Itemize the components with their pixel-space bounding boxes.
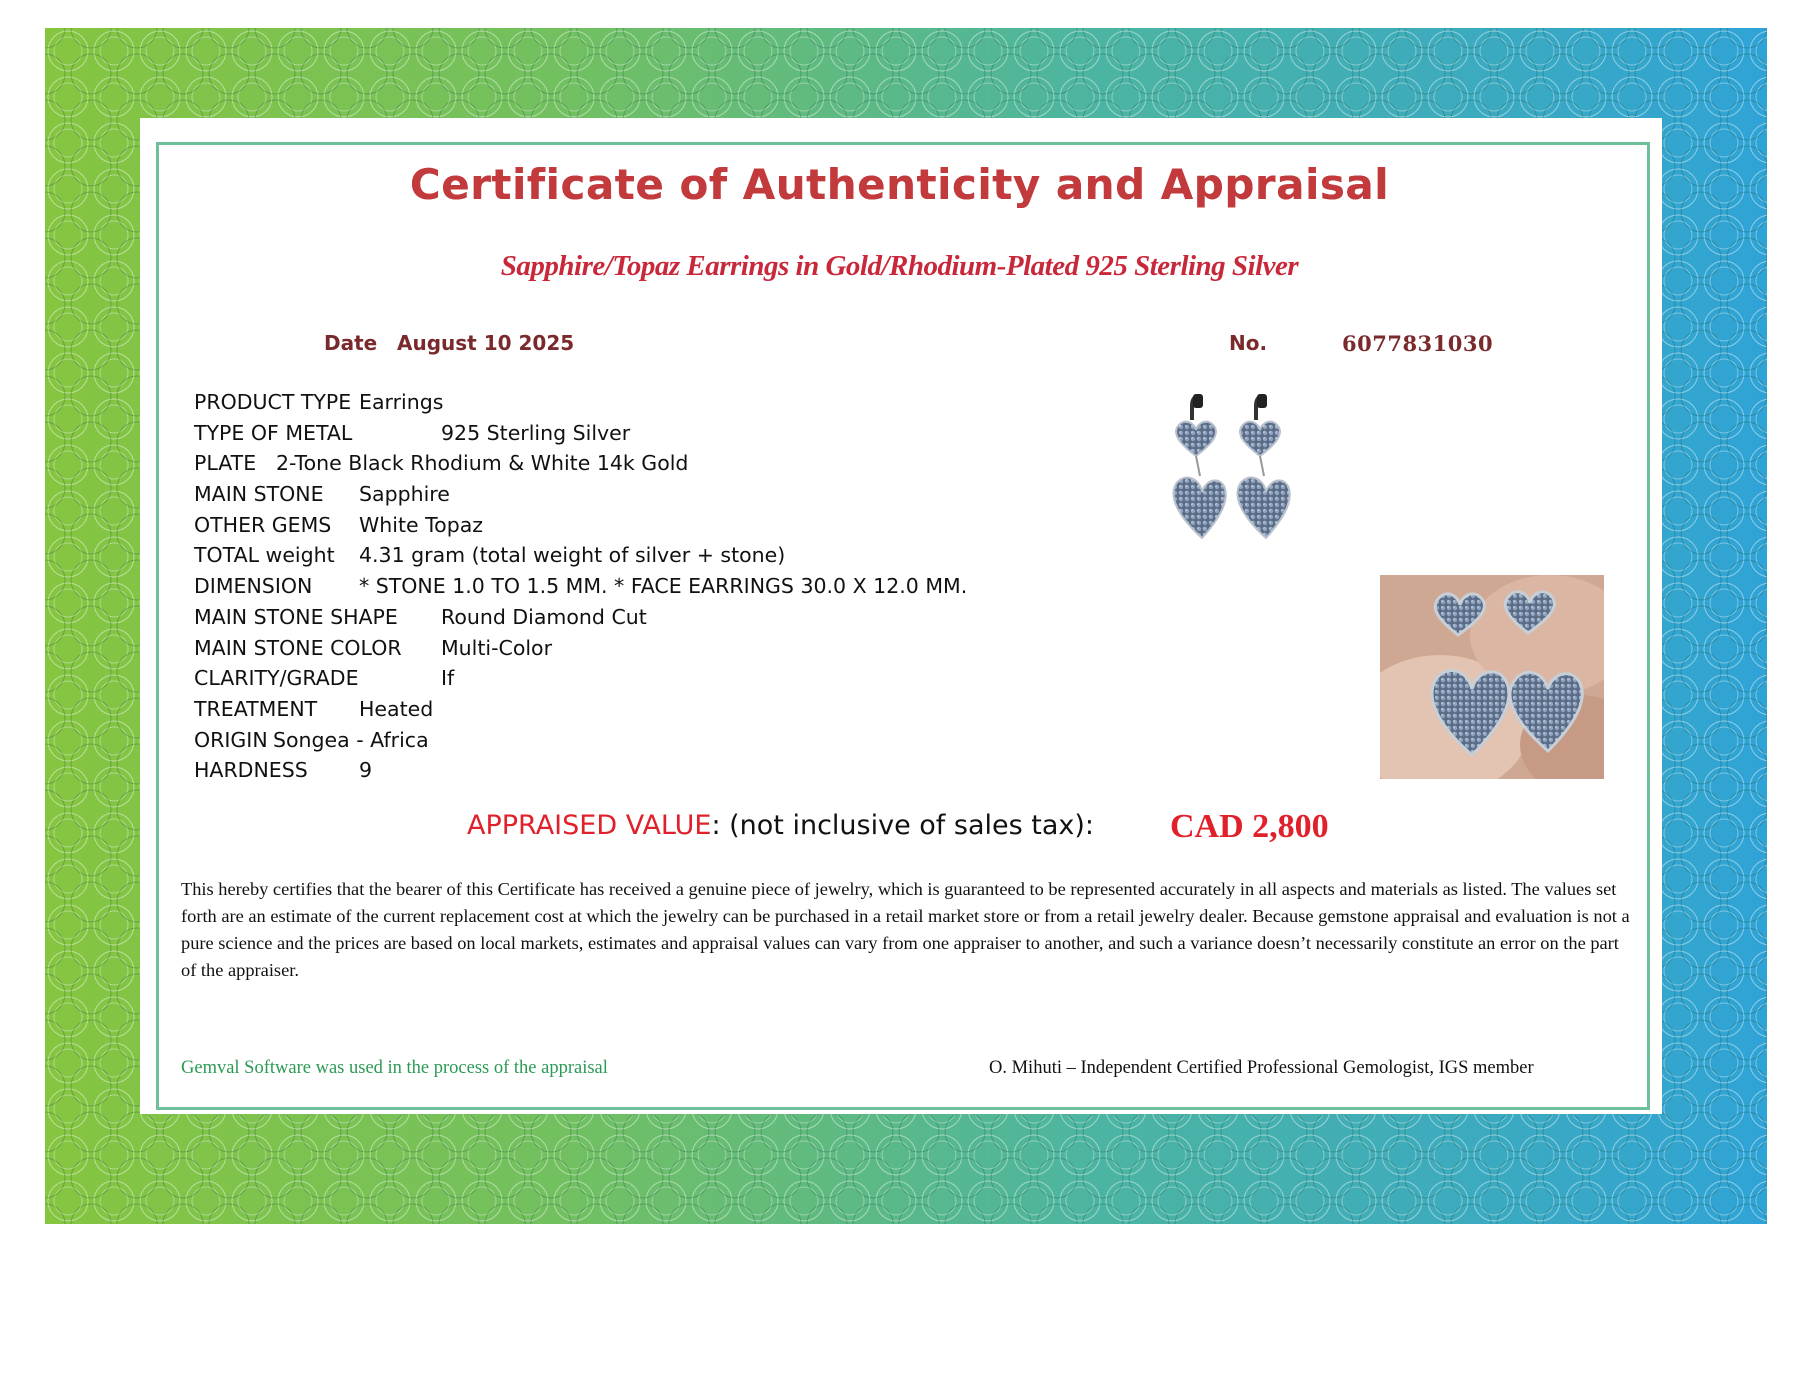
gemologist-signature-line: O. Mihuti – Independent Certified Professional Gemologist, IGS member [989,1058,1534,1078]
earrings-product-image [1160,388,1310,578]
spec-key: HARDNESS [194,758,308,782]
spec-value: Multi-Color [441,636,553,660]
spec-value: Earrings [359,390,444,414]
hand-photo-image [1380,575,1604,779]
appraised-value-amount: CAD 2,800 [1170,808,1329,845]
spec-value: Heated [359,697,434,721]
spec-key: TYPE OF METAL [194,421,353,445]
spec-value: * STONE 1.0 TO 1.5 MM. * FACE EARRINGS 30.0 X 12.0 MM. [359,574,968,598]
date-label: Date [324,331,378,355]
appraised-value-line [467,810,1094,841]
certificate-number-label: No. [1229,331,1268,355]
spec-value: 925 Sterling Silver [441,421,631,445]
spec-key: CLARITY/GRADE [194,666,359,690]
certification-statement: This hereby certifies that the bearer of this Certificate has received a genuine piece of jewelry, which is guaranteed to be represented accurately in all aspects and materials as listed. The values set forth are an estimate of the current replacement cost at which the jewelry can be purchased in a retail market store or from a retail jewelry dealer. Because gemstone appraisal and evaluation is not a pure science and the prices are based on local markets, estimates and appraisal values can vary from one appraiser to another, and such a variance doesn’t necessarily constitute an error on the part of the appraiser. [181,879,1630,980]
date-value: August 10 2025 [397,331,575,355]
certificate-title: Certificate of Authenticity and Appraisal [0,160,1799,209]
appraised-value-note: : (not inclusive of sales tax): [711,810,1094,841]
spec-key: TOTAL weight [194,543,335,567]
spec-value: 4.31 gram (total weight of silver + stone) [359,543,786,567]
spec-key: ORIGIN [194,728,268,752]
spec-key: MAIN STONE [194,482,324,506]
spec-key: MAIN STONE COLOR [194,636,402,660]
spec-value: Songea - Africa [273,728,429,752]
spec-key: MAIN STONE SHAPE [194,605,398,629]
appraised-value-label: APPRAISED VALUE [467,810,712,841]
spec-value: 9 [359,758,373,782]
spec-key: PLATE [194,451,257,475]
spec-key: OTHER GEMS [194,513,332,537]
certificate-subtitle: Sapphire/Topaz Earrings in Gold/Rhodium-Plated 925 Sterling Silver [500,250,1299,282]
spec-value: Sapphire [359,482,450,506]
spec-value: White Topaz [359,513,484,537]
spec-value: If [441,666,455,690]
spec-key: DIMENSION [194,574,313,598]
software-credit: Gemval Software was used in the process of the appraisal [181,1058,608,1078]
certificate-number-value: 6077831030 [1342,331,1494,356]
spec-value: 2-Tone Black Rhodium & White 14k Gold [276,451,689,475]
spec-value: Round Diamond Cut [441,605,647,629]
spec-key: TREATMENT [194,697,318,721]
earrings-in-hand-photo [1380,575,1604,779]
spec-key: PRODUCT TYPE [194,390,352,414]
